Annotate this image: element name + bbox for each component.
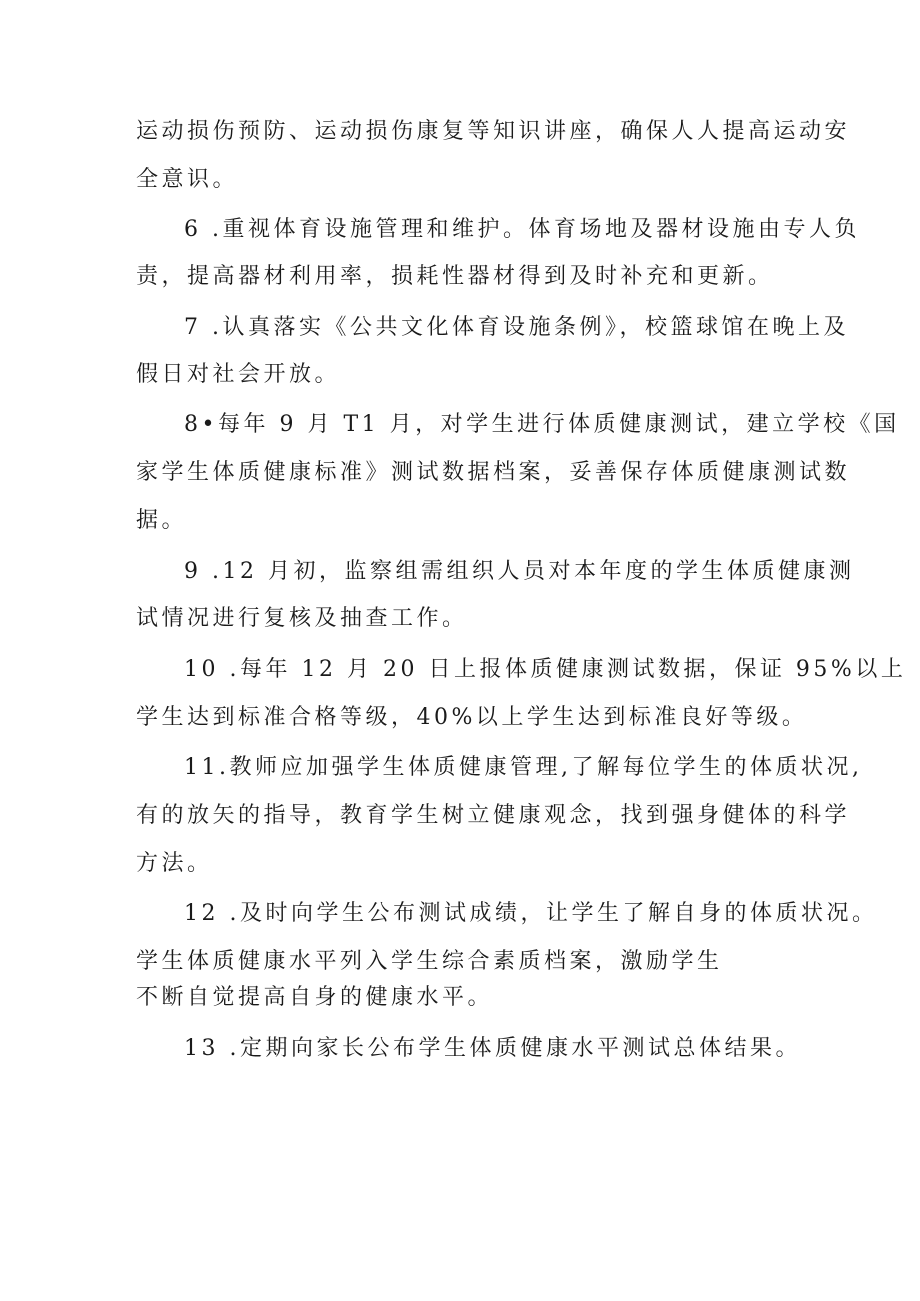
paragraph-6-line: 6 .重视体育设施管理和维护。体育场地及器材设施由专人负 [184,217,860,242]
text-line: 学生达到标准合格等级，40%以上学生达到标准良好等级。 [136,705,808,730]
text-line: 学生体质健康水平列入学生综合素质档案，激励学生 [136,949,723,974]
text-line: 假日对社会开放。 [136,362,341,387]
text-line: 据。 [136,508,188,533]
text-line: 不断自觉提高自身的健康水平。 [136,985,494,1010]
text-line: 运动损伤预防、运动损伤康复等知识讲座，确保人人提高运动安 [136,119,851,144]
paragraph-9-line: 9 .12 月初，监察组需组织人员对本年度的学生体质健康测 [184,559,855,584]
paragraph-11-line: 11.教师应加强学生体质健康管理,了解每位学生的体质状况, [184,755,863,780]
text-line: 方法。 [136,851,213,876]
paragraph-7-line: 7 .认真落实《公共文化体育设施条例》，校篮球馆在晚上及 [184,315,849,340]
paragraph-12-line: 12 .及时向学生公布测试成绩，让学生了解自身的体质状况。 [184,901,878,926]
text-line: 责，提高器材利用率，损耗性器材得到及时补充和更新。 [136,264,774,289]
text-line: 全意识。 [136,167,239,192]
text-line: 家学生体质健康标准》测试数据档案，妥善保存体质健康测试数 [136,460,851,485]
paragraph-10-line: 10 .每年 12 月 20 日上报体质健康测试数据，保证 95%以上 [184,657,907,682]
text-line: 有的放矢的指导，教育学生树立健康观念，找到强身健体的科学 [136,803,851,828]
paragraph-8-line: 8•每年 9 月 T1 月，对学生进行体质健康测试，建立学校《国 [184,412,900,437]
text-line: 试情况进行复核及抽查工作。 [136,606,468,631]
paragraph-13-line: 13 .定期向家长公布学生体质健康水平测试总体结果。 [184,1036,801,1061]
